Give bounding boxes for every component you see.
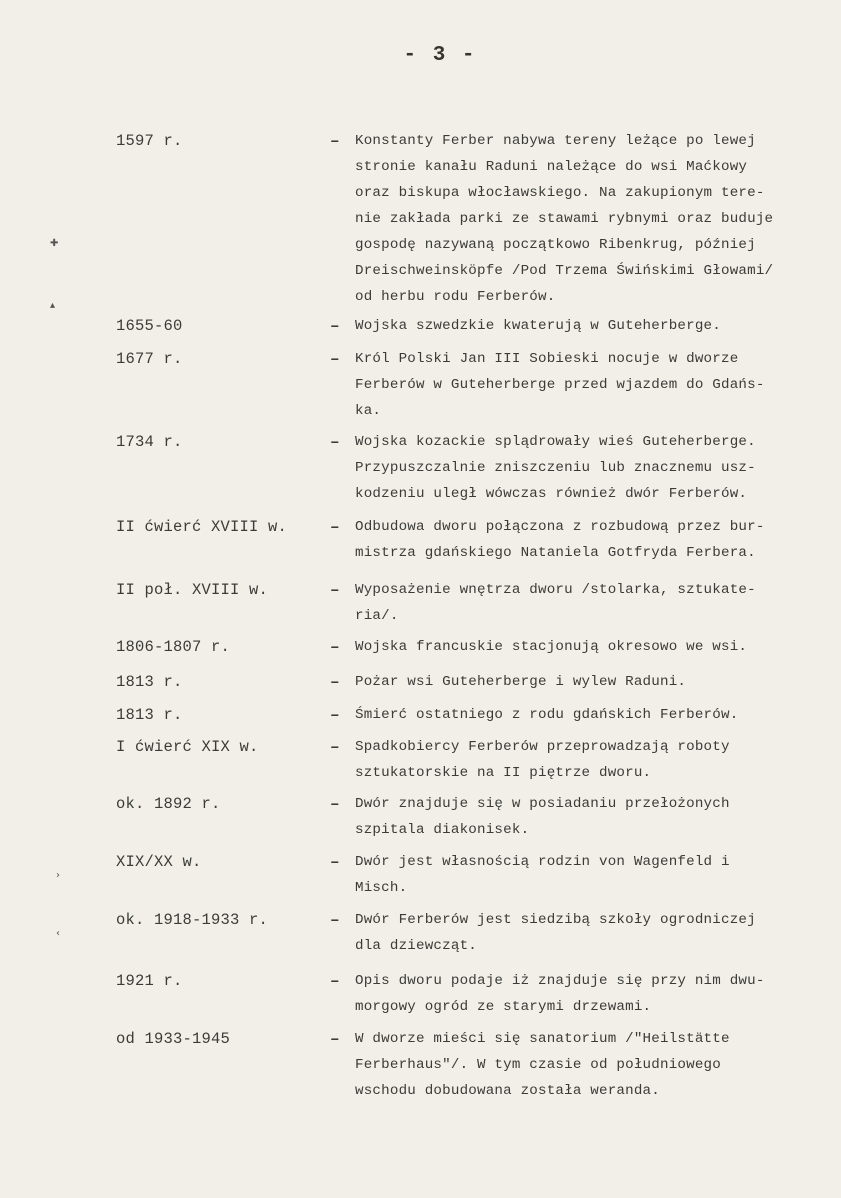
- entry-dash: –: [330, 518, 340, 536]
- margin-mark: ✚: [50, 238, 59, 249]
- entry-line: Ferberów w Guteherberge przed wjazdem do Gdańs-: [355, 377, 765, 393]
- entry-date: 1806-1807 r.: [116, 638, 231, 656]
- entry-line: oraz biskupa włocławskiego. Na zakupionym tere-: [355, 185, 765, 201]
- entry-date: I ćwierć XIX w.: [116, 738, 259, 756]
- entry-line: Wojska francuskie stacjonują okresowo we wsi.: [355, 639, 748, 655]
- entry-text: [355, 313, 815, 339]
- entry-dash: –: [330, 350, 340, 368]
- entry-dash: –: [330, 1030, 340, 1048]
- entry-dash: –: [330, 706, 340, 724]
- entry-text: [355, 968, 815, 1020]
- entry-text: [355, 702, 815, 728]
- entry-line: Wojska szwedzkie kwaterują w Guteherberge.: [355, 318, 721, 334]
- page-number: - 3 -: [403, 44, 477, 67]
- entry-text: [355, 346, 815, 424]
- entry-date: XIX/XX w.: [116, 853, 202, 871]
- entry-line: od herbu rodu Ferberów.: [355, 289, 556, 305]
- entry-line: Konstanty Ferber nabywa tereny leżące po lewej: [355, 133, 756, 149]
- entry-text: [355, 791, 815, 843]
- entry-dash: –: [330, 911, 340, 929]
- entry-line: Odbudowa dworu połączona z rozbudową przez bur-: [355, 519, 765, 535]
- entry-line: Wojska kozackie splądrowały wieś Guteherberge.: [355, 434, 756, 450]
- margin-mark: ›: [56, 870, 60, 881]
- entry-line: stronie kanału Raduni należące do wsi Maćkowy: [355, 159, 748, 175]
- entry-dash: –: [330, 433, 340, 451]
- entry-line: Ferberhaus"/. W tym czasie od południowego: [355, 1057, 721, 1073]
- entry-text: [355, 128, 815, 310]
- entry-line: Śmierć ostatniego z rodu gdańskich Ferberów.: [355, 707, 739, 723]
- entry-dash: –: [330, 795, 340, 813]
- entry-line: wschodu dobudowana została weranda.: [355, 1083, 660, 1099]
- entry-dash: –: [330, 972, 340, 990]
- entry-line: nie zakłada parki ze stawami rybnymi oraz buduje: [355, 211, 774, 227]
- entry-line: Wyposażenie wnętrza dworu /stolarka, sztukate-: [355, 582, 756, 598]
- entry-line: ria/.: [355, 608, 399, 624]
- entry-date: 1921 r.: [116, 972, 183, 990]
- entry-dash: –: [330, 638, 340, 656]
- entry-line: Król Polski Jan III Sobieski nocuje w dworze: [355, 351, 739, 367]
- entry-date: 1597 r.: [116, 132, 183, 150]
- entry-dash: –: [330, 581, 340, 599]
- entry-text: [355, 429, 815, 507]
- entry-line: Dwór jest własnością rodzin von Wagenfeld i: [355, 854, 730, 870]
- margin-mark: ‹: [56, 928, 60, 939]
- entry-date: 1813 r.: [116, 673, 183, 691]
- entry-line: Pożar wsi Guteherberge i wylew Raduni.: [355, 674, 687, 690]
- entry-line: ka.: [355, 403, 382, 419]
- entry-line: morgowy ogród ze starymi drzewami.: [355, 999, 652, 1015]
- entry-dash: –: [330, 673, 340, 691]
- entry-line: Opis dworu podaje iż znajduje się przy nim dwu-: [355, 973, 765, 989]
- entry-text: [355, 849, 815, 901]
- entry-text: [355, 669, 815, 695]
- entry-line: dla dziewcząt.: [355, 938, 477, 954]
- entry-date: od 1933-1945: [116, 1030, 231, 1048]
- entry-line: Dwór Ferberów jest siedzibą szkoły ogrodniczej: [355, 912, 756, 928]
- entry-line: gospodę nazywaną początkowo Ribenkrug, później: [355, 237, 756, 253]
- entry-date: ok. 1918-1933 r.: [116, 911, 269, 929]
- entry-dash: –: [330, 738, 340, 756]
- entry-date: ok. 1892 r.: [116, 795, 221, 813]
- entry-line: sztukatorskie na II piętrze dworu.: [355, 765, 652, 781]
- entry-text: [355, 734, 815, 786]
- entry-dash: –: [330, 317, 340, 335]
- entry-line: Dreischweinsköpfe /Pod Trzema Świńskimi Głowami/: [355, 263, 774, 279]
- entry-text: [355, 577, 815, 629]
- entry-date: 1655-60: [116, 317, 183, 335]
- entry-date: 1677 r.: [116, 350, 183, 368]
- entry-date: 1813 r.: [116, 706, 183, 724]
- entry-line: Spadkobiercy Ferberów przeprowadzają roboty: [355, 739, 730, 755]
- entry-text: [355, 514, 815, 566]
- entry-date: 1734 r.: [116, 433, 183, 451]
- entry-line: mistrza gdańskiego Nataniela Gotfryda Ferbera.: [355, 545, 756, 561]
- entry-line: szpitala diakonisek.: [355, 822, 530, 838]
- entry-text: [355, 1026, 815, 1104]
- entry-dash: –: [330, 132, 340, 150]
- entry-date: II poł. XVIII w.: [116, 581, 269, 599]
- entry-line: Przypuszczalnie zniszczeniu lub znacznemu usz-: [355, 460, 756, 476]
- entry-date: II ćwierć XVIII w.: [116, 518, 288, 536]
- entry-text: [355, 907, 815, 959]
- margin-mark: ▴: [50, 300, 56, 311]
- entry-text: [355, 634, 815, 660]
- entry-line: W dworze mieści się sanatorium /"Heilstätte: [355, 1031, 730, 1047]
- entry-line: kodzeniu uległ wówczas również dwór Ferberów.: [355, 486, 748, 502]
- entry-line: Dwór znajduje się w posiadaniu przełożonych: [355, 796, 730, 812]
- entry-line: Misch.: [355, 880, 408, 896]
- entry-dash: –: [330, 853, 340, 871]
